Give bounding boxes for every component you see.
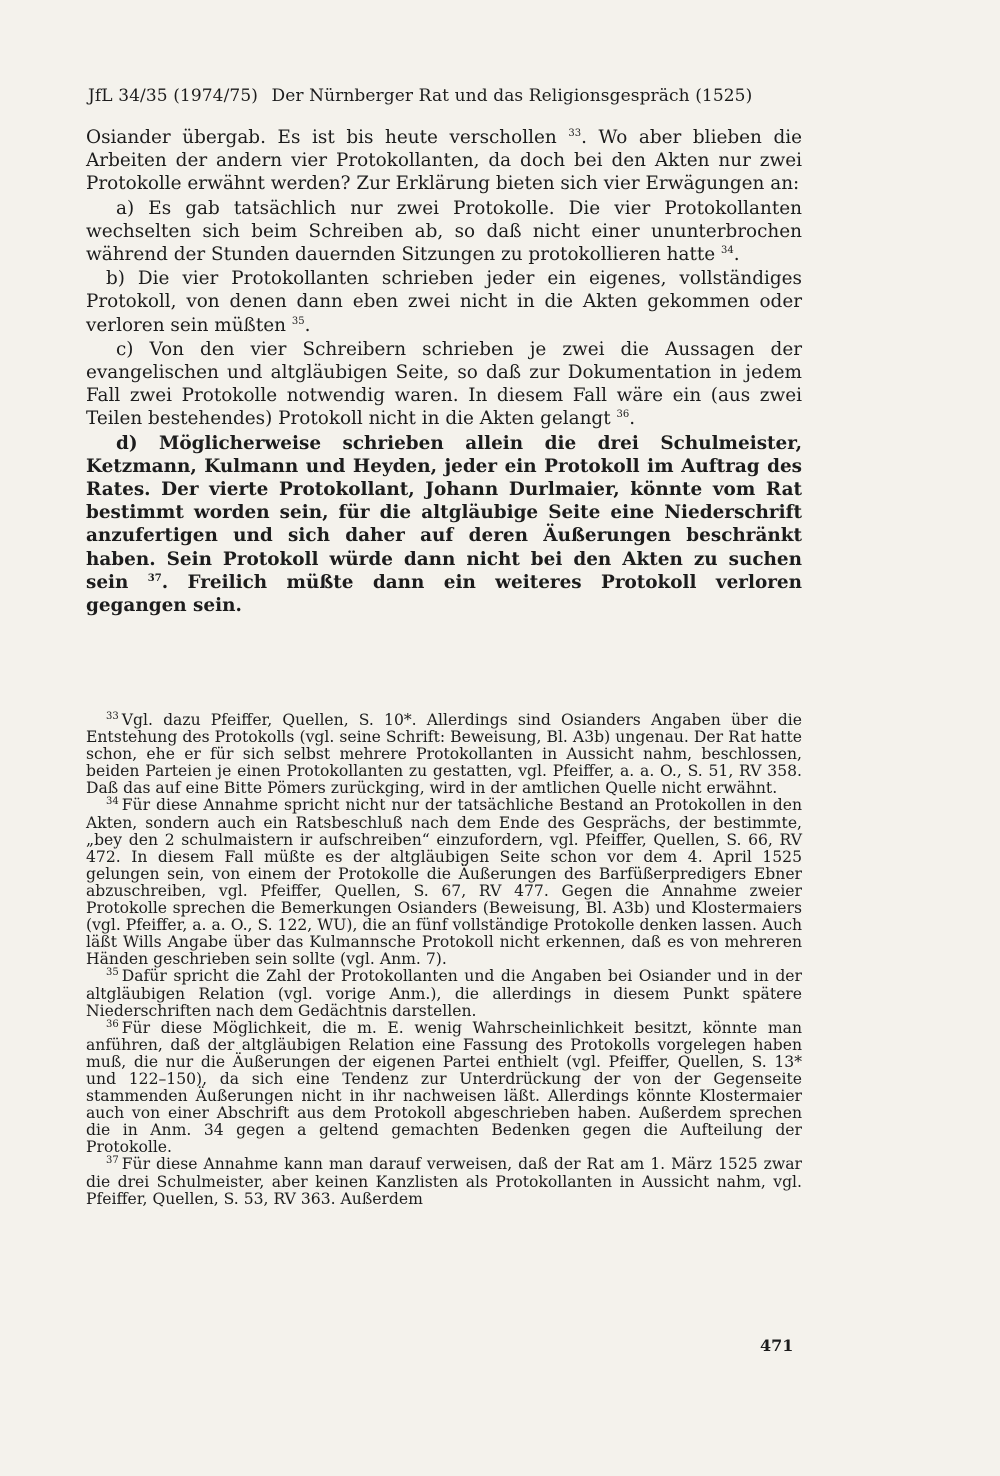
paragraph-d: d) Möglicherweise schrieben allein die drei Schulmeister, Ketzmann, Kulmann und Heyden, jeder ein Protokoll im Auftrag des Rates. Der vierte Protokollant, Johann Durlmaier, könnte vom Rat bestimmt worden sein, für die altgläubige Seite eine Niederschrift anzufertigen und sich daher auf deren Äußerungen beschränkt haben. Sein Protokoll würde dann nicht bei den Akten zu suchen sein $^{37}$. Freilich müßte dann ein weiteres Protokoll verloren gegangen sein. [86,432,802,617]
footnote-ref: 36 [616,409,630,421]
main-text [86,126,802,617]
footnote-ref: 33 [568,127,582,139]
article-title: Der Nürnberger Rat und das Religionsgespräch (1525) [271,86,753,106]
footnote-ref: 34 [720,244,734,256]
paragraph-b: b) Die vier Protokollanten schrieben jeder ein eigenes, vollständiges Protokoll, von denen dann eben zwei nicht in die Akten gekommen oder verloren sein müßten $^{35}$. [86,268,802,336]
footnote: $^{35}$ Dafür spricht die Zahl der Protokollanten und die Angaben bei Osiander und in der altgläubigen Relation (vgl. vorige Anm.), die allerdings in diesem Punkt spätere Niederschriften nach dem Gedächtnis darstellen. [86,967,802,1020]
footnote: $^{34}$ Für diese Annahme spricht nicht nur der tatsächliche Bestand an Protokollen in den Akten, sondern auch ein Ratsbeschluß nach dem Ende des Gesprächs, der bestimmte, „bey den 2 schulmaistern ir aufschreiben“ einzufordern, vgl. Pfeiffer, Quellen, S. 66, RV 472. In diesem Fall müßte es der altgläubigen Seite schon vor dem 4. April 1525 gelungen sein, von einem der Protokolle die Äußerungen des Barfüßerpredigers Ebner abzuschreiben, vgl. Pfeiffer, Quellen, S. 67, RV 477. Gegen die Annahme zweier Protokolle sprechen die Bemerkungen Osianders (Beweisung, Bl. A3b) und Klostermaiers (vgl. Pfeiffer, a. a. O., S. 122, WU), die an fünf vollständige Protokolle denken lassen. Auch läßt Wills Angabe über das Kulmannsche Protokoll nicht erkennen, daß es von mehreren Händen geschrieben sein sollte (vgl. Anm. 7). [86,796,802,969]
footnotes [86,712,802,1208]
footnote: $^{37}$ Für diese Annahme kann man darauf verweisen, daß der Rat am 1. März 1525 zwar die drei Schulmeister, aber keinen Kanzlisten als Protokollanten in Aussicht nahm, vgl. Pfeiffer, Quellen, S. 53, RV 363. Außerdem [86,1155,802,1208]
paragraph-c: c) Von den vier Schreibern schrieben je zwei die Aussagen der evangelischen und altgläubigen Seite, so daß zur Dokumentation in jedem Fall zwei Protokolle notwendig waren. In diesem Fall wäre ein (aus zwei Teilen bestehendes) Protokoll nicht in die Akten gelangt $^{36}$. [86,338,802,430]
page-number: 471 [760,1336,794,1355]
paragraph-a: a) Es gab tatsächlich nur zwei Protokolle. Die vier Protokollanten wechselten sich beim Schreiben ab, so daß nicht einer ununterbrochen während der Stunden dauernden Sitzungen zu protokollieren hatte $^{34}$. [86,197,802,266]
running-header [88,86,808,106]
footnote: $^{33}$ Vgl. dazu Pfeiffer, Quellen, S. 10*. Allerdings sind Osianders Angaben über die Entstehung des Protokolls (vgl. seine Schrift: Beweisung, Bl. A3b) ungenau. Der Rat hatte schon, ehe er für sich selbst mehrere Protokollanten in Aussicht nahm, beschlossen, beiden Parteien je einen Protokollanten zu gestatten, vgl. Pfeiffer, a. a. O., S. 51, RV 358. Daß das auf eine Bitte Pömers zurückging, wird in der amtlichen Quelle nicht erwähnt. [86,710,802,798]
journal-reference: JfL 34/35 (1974/75) [88,86,258,106]
footnote-ref: 35 [291,315,305,327]
footnote: $^{36}$ Für diese Möglichkeit, die m. E. wenig Wahrscheinlichkeit besitzt, könnte man anführen, daß der altgläubigen Relation eine Fassung des Protokolls vorgelegen haben muß, die nur die Äußerungen der eigenen Partei enthielt (vgl. Pfeiffer, Quellen, S. 13* und 122–150), da sich eine Tendenz zur Unterdrückung der von der Gegenseite stammenden Äußerungen nicht in ihr nachweisen läßt. Allerdings könnte Klostermaier auch von einer Abschrift aus dem Protokoll abgeschrieben haben. Außerdem sprechen die in Anm. 34 gegen a geltend gemachten Bedenken gegen die Aufteilung der Protokolle. [86,1018,802,1157]
footnote-ref: 37 [147,572,162,584]
paragraph-intro: Osiander übergab. Es ist bis heute verschollen $^{33}$. Wo aber blieben die Arbeiten der andern vier Protokollanten, da doch bei den Akten nur zwei Protokolle erwähnt werden? Zur Erklärung bieten sich vier Erwägungen an: [86,127,802,195]
